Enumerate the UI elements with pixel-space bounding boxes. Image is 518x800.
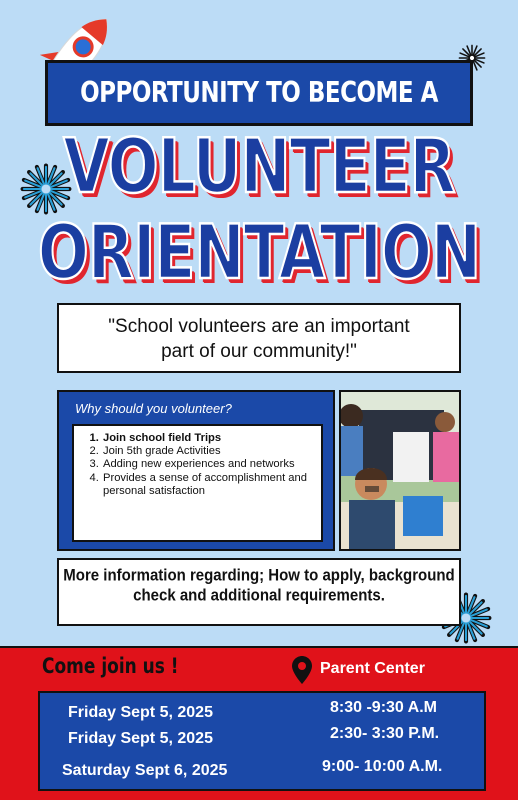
schedule-box <box>38 691 486 791</box>
why-volunteer-panel <box>57 390 335 551</box>
reasons-list <box>88 432 313 498</box>
join-us-text: Come join us ! <box>42 654 179 679</box>
schedule-date: Friday Sept 5, 2025 <box>68 704 213 721</box>
schedule-time: 8:30 -9:30 A.M <box>330 699 437 716</box>
banner-text: OPPORTUNITY TO BECOME A <box>80 76 438 110</box>
list-item: 4. Provides a sense of accomplishment and personal satisfaction <box>102 472 313 498</box>
schedule-date: Friday Sept 5, 2025 <box>68 730 213 747</box>
title-line-volunteer: VOLUNTEER <box>63 123 455 211</box>
location-text: Parent Center <box>320 660 425 677</box>
list-item: 3. Adding new experiences and networks <box>102 458 313 471</box>
list-item: 1. Join school field Trips <box>102 432 313 445</box>
header-banner <box>45 60 473 126</box>
why-title: Why should you volunteer? <box>75 401 232 416</box>
info-line: check and additional requirements. <box>133 586 385 605</box>
photo-illustration <box>341 392 459 549</box>
quote-line: part of our community!" <box>161 341 357 362</box>
volunteers-photo <box>339 390 461 551</box>
more-info-box <box>57 558 461 626</box>
list-item: 2. Join 5th grade Activities <box>102 445 313 458</box>
schedule-time: 9:00- 10:00 A.M. <box>322 758 443 775</box>
info-line: More information regarding; How to apply, background <box>63 566 455 585</box>
reasons-list-box <box>72 424 323 542</box>
location-pin-icon <box>292 656 312 684</box>
schedule-date: Saturday Sept 6, 2025 <box>62 762 228 779</box>
quote-line: "School volunteers are an important <box>108 316 410 337</box>
schedule-time: 2:30- 3:30 P.M. <box>330 725 440 742</box>
quote-box <box>57 303 461 373</box>
bottom-band <box>0 646 518 800</box>
title-line-orientation: ORIENTATION <box>37 209 481 297</box>
